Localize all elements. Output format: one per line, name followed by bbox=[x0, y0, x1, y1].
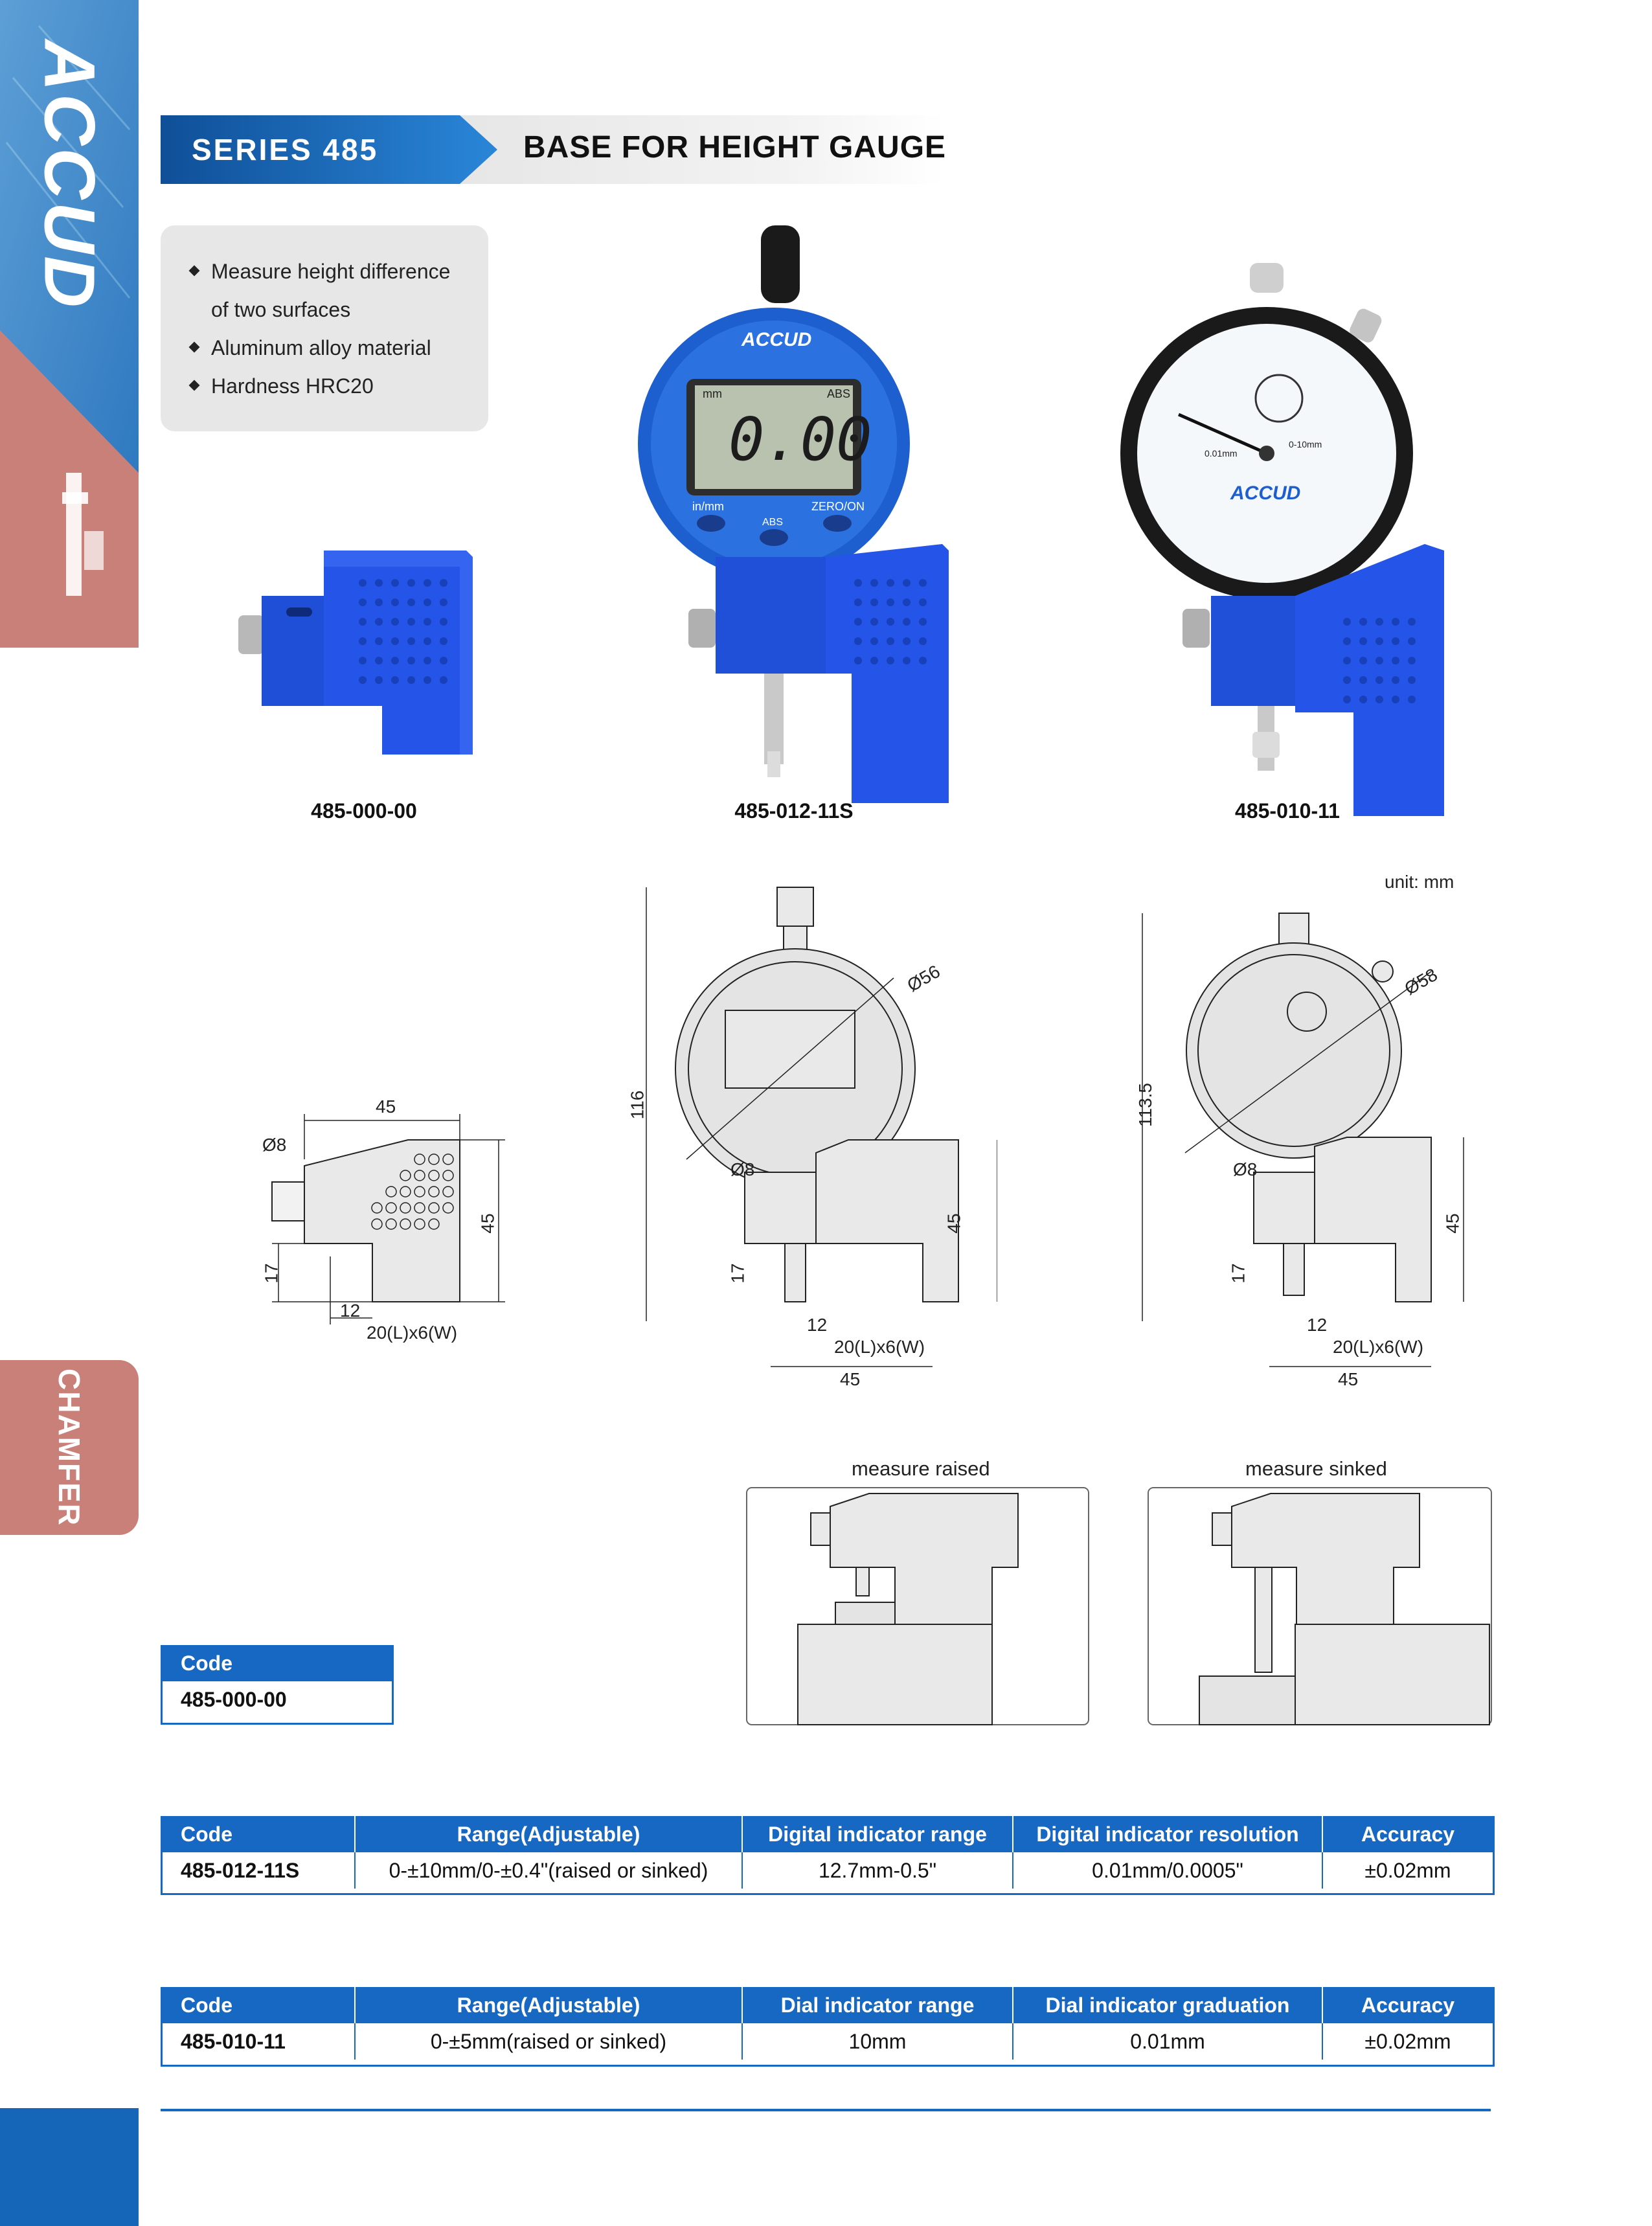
spec-table-digital bbox=[161, 1816, 1495, 1895]
in-mm-button-label: in/mm bbox=[692, 500, 724, 513]
dim-height: 45 bbox=[1442, 1213, 1463, 1234]
bullet-icon bbox=[189, 380, 200, 391]
table-header-cell: Range(Adjustable) bbox=[355, 1987, 742, 2023]
table-header-cell: Range(Adjustable) bbox=[355, 1816, 742, 1852]
bullet-icon bbox=[189, 266, 200, 277]
dim-stem-diameter: Ø8 bbox=[730, 1159, 755, 1179]
table-cell: 485-012-11S bbox=[163, 1852, 355, 1889]
chamfer-tab-label: CHAMFER bbox=[52, 1369, 86, 1527]
dim-height: 45 bbox=[944, 1213, 964, 1234]
dial-res: 0.01mm bbox=[1205, 448, 1238, 459]
dial-brand-logo: ACCUD bbox=[1230, 483, 1301, 504]
measure-sinked-label: measure sinked bbox=[1245, 1457, 1387, 1480]
dim-diameter: Ø8 bbox=[262, 1135, 287, 1155]
dim-low: 17 bbox=[727, 1263, 748, 1284]
drawing-measure-sinked bbox=[1148, 1487, 1492, 1725]
dim-low: 17 bbox=[261, 1263, 282, 1284]
dim-width: 45 bbox=[840, 1369, 861, 1389]
unit-note: unit: mm bbox=[1385, 872, 1454, 892]
product-photo-digital bbox=[631, 220, 955, 803]
table-header-cell: Digital indicator resolution bbox=[1013, 1816, 1322, 1852]
table-header-cell: Code bbox=[163, 1987, 355, 2023]
brand-band bbox=[0, 0, 139, 648]
table-cell: 0-±10mm/0-±0.4"(raised or sinked) bbox=[355, 1852, 742, 1889]
dial-spec: 0-10mm bbox=[1289, 439, 1322, 449]
dim-width: 45 bbox=[376, 1096, 396, 1117]
product-photo-dial bbox=[1120, 259, 1457, 816]
product-code-label: 485-000-00 bbox=[311, 799, 417, 823]
measure-raised-label: measure raised bbox=[852, 1457, 990, 1480]
table-cell: 0.01mm bbox=[1013, 2023, 1322, 2060]
brand-logo: ACCUD bbox=[29, 40, 109, 310]
table-cell: 485-000-00 bbox=[181, 1687, 287, 1711]
dim-step: 12 bbox=[807, 1315, 828, 1335]
lcd-unit: mm bbox=[703, 387, 722, 400]
dim-diameter: Ø58 bbox=[1401, 964, 1441, 999]
bullet-icon bbox=[189, 342, 200, 353]
page-title: BASE FOR HEIGHT GAUGE bbox=[523, 130, 947, 165]
dim-grid: 20(L)x6(W) bbox=[834, 1337, 925, 1357]
features-box bbox=[161, 225, 488, 431]
dim-total: 113.5 bbox=[1135, 1083, 1155, 1127]
table-header-cell: Accuracy bbox=[1322, 1987, 1493, 2023]
table-header-cell: Dial indicator graduation bbox=[1013, 1987, 1322, 2023]
bottom-band bbox=[0, 2108, 139, 2226]
table-cell: 10mm bbox=[742, 2023, 1013, 2060]
lcd-display: 0.00 bbox=[729, 405, 872, 474]
table-cell: ±0.02mm bbox=[1364, 2029, 1451, 2053]
dim-width: 45 bbox=[1338, 1369, 1359, 1389]
chamfer-side-tab[interactable] bbox=[0, 1360, 139, 1535]
product-code-label: 485-010-11 bbox=[1235, 799, 1340, 823]
digital-brand-logo: ACCUD bbox=[741, 329, 812, 350]
feature-item: Measure height difference bbox=[190, 253, 450, 291]
dim-low: 17 bbox=[1228, 1263, 1249, 1284]
feature-item: of two surfaces bbox=[211, 298, 351, 321]
code-table-1 bbox=[161, 1645, 394, 1725]
series-label: SERIES 485 bbox=[192, 133, 379, 166]
spec-table-dial bbox=[161, 1987, 1495, 2067]
feature-item: Hardness HRC20 bbox=[190, 367, 450, 405]
table-cell: 0-±5mm(raised or sinked) bbox=[355, 2023, 742, 2060]
table-cell: ±0.02mm bbox=[1364, 1858, 1451, 1882]
feature-item: Aluminum alloy material bbox=[190, 329, 450, 367]
product-photo-base bbox=[233, 531, 492, 803]
dim-grid: 20(L)x6(W) bbox=[1333, 1337, 1424, 1357]
table-cell: 485-010-11 bbox=[163, 2023, 355, 2060]
table-cell: 0.01mm/0.0005" bbox=[1013, 1852, 1322, 1889]
dim-stem-diameter: Ø8 bbox=[1233, 1159, 1258, 1179]
table-header-cell: Accuracy bbox=[1322, 1816, 1493, 1852]
table-cell: 12.7mm-0.5" bbox=[742, 1852, 1013, 1889]
table-header-cell: Code bbox=[163, 1816, 355, 1852]
dim-step: 12 bbox=[1307, 1315, 1328, 1335]
dim-total: 116 bbox=[627, 1090, 648, 1120]
dim-grid: 20(L)x6(W) bbox=[367, 1323, 458, 1343]
lcd-abs: ABS bbox=[827, 387, 851, 400]
table-header-cell: Code bbox=[163, 1645, 392, 1681]
series-tag bbox=[161, 115, 497, 184]
dim-diameter: Ø56 bbox=[903, 960, 944, 996]
footer-divider bbox=[161, 2109, 1491, 2111]
table-header-cell: Dial indicator range bbox=[742, 1987, 1013, 2023]
abs-button-label: ABS bbox=[762, 517, 784, 528]
dim-height: 45 bbox=[477, 1213, 498, 1234]
drawing-measure-raised bbox=[746, 1487, 1089, 1725]
table-header-cell: Digital indicator range bbox=[742, 1816, 1013, 1852]
product-code-label: 485-012-11S bbox=[734, 799, 854, 823]
dim-step: 12 bbox=[340, 1300, 361, 1321]
zero-button-label: ZERO/ON bbox=[811, 500, 865, 513]
